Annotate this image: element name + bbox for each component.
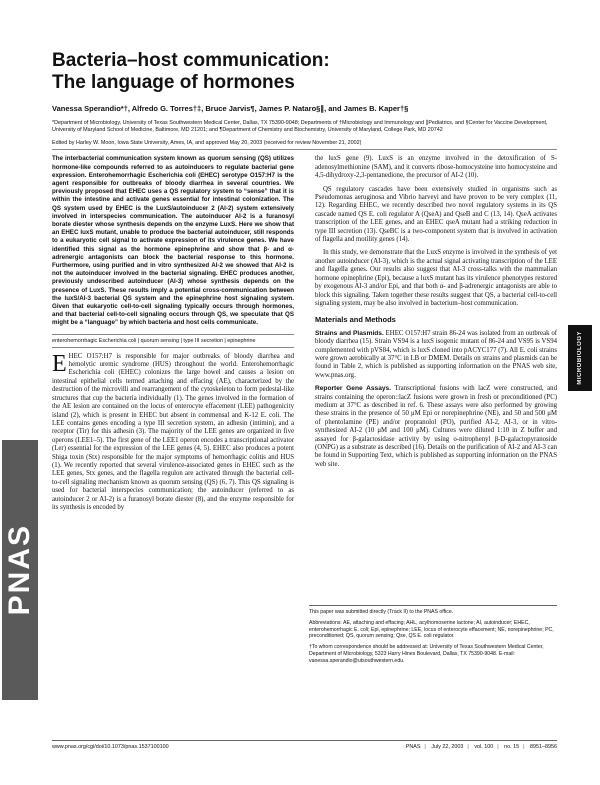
strains-text: EHEC O157:H7 strain 86-24 was isolated from an outbreak of bloody diarrhea (15). Strain VS94 is a luxS isogenic mutant of 86-24 and VS95 is VS94 complemented with pVS84, which is luxS cloned into pACYC177 (7). All E. coli strains were grown aerobically at 37°C in LB or DMEM. Details on strains and plasmids can be found in Table 2, which is published as supporting information on the PNAS web site, www.pnas.org.	[315, 329, 557, 379]
reporter-heading: Reporter Gene Assays.	[315, 385, 392, 393]
issue-date: July 22, 2003	[431, 744, 464, 750]
title-line-2: The language of hormones	[52, 72, 295, 93]
footnotes	[309, 605, 557, 669]
dropcap: E	[52, 350, 67, 377]
reporter-text: Transcriptional fusions with lacZ were constructed, and strains containing the operon::lacZ fusions were grown in fresh or preconditioned (PC) medium at 37°C as described in ref. 6. These assays were also performed by growing these strains in the presence of 50 μM Epi or norepinephrine (NE), and 50 and 500 μM of phentolamine (PE) and/or propranolol (PO), purified AI-2, AI-3, or in vitro-synthesized AI-2 (10 μM and 100 μM). Cultures were diluted 1:10 in Z buffer and assayed for β-galactosidase activity by using o-nitrophenyl β-D-galactopyranoside (ONPG) as a substrate as described (16). Details on the purification of AI-2 and AI-3 can be found in Supporting Text, which is published as supporting information on the PNAS web site.	[315, 385, 557, 468]
issue-number: no. 15	[504, 744, 520, 750]
strains-paragraph	[315, 330, 557, 380]
abstract: The interbacterial communication system known as quorum sensing (QS) utilizes hormone-like compounds referred to as autoinducers to regulate bacterial gene expression. Enterohemorrhagic Escherichia coli (EHEC) serotype O157:H7 is the agent responsible for outbreaks of bloody diarrhea in several countries. We previously proposed that EHEC uses a QS regulatory system to “sense” that it is within the intestine and activate genes essential for intestinal colonization. The QS system used by EHEC is the LuxS/autoinducer 2 (AI-2) system extensively involved in interspecies communication. The autoinducer AI-2 is a furanosyl borate diester whose synthesis depends on the enzyme LuxS. Here we show that an EHEC luxS mutant, unable to produce the bacterial autoinducer, still responds to a eukaryotic cell signal to activate expression of its virulence genes. We have identified this signal as the hormone epinephrine and show that β- and α-adrenergic antagonists can block the bacterial response to this hormone. Furthermore, using purified and in vitro synthesized AI-2 we showed that AI-2 is not the autoinducer involved in the bacterial signaling. EHEC produces another, previously undescribed autoinducer (AI-3) whose synthesis depends on the presence of LuxS. These results imply a potential cross-communication between the luxS/AI-3 bacterial QS system and the epinephrine host signaling system. Given that eukaryotic cell-to-cell signaling typically occurs through hormones, and that bacterial cell-to-cell signaling occurs through QS, we speculate that QS might be a “language” by which bacteria and host cells communicate.	[52, 155, 294, 327]
two-column-body	[52, 155, 557, 512]
pnas-logo	[2, 440, 38, 700]
journal-name: PNAS	[405, 744, 421, 750]
footnote: †To whom correspondence should be addressed at: University of Texas Southwestern Medical Center, Department of Microbiology, 5323 Harry Hines Boulevard, Dallas, TX 75390-9048. E-mail: vanessa.sperandio@utsouthwestern.edu.	[309, 644, 544, 664]
doi-link[interactable]: www.pnas.org/cgi/doi/10.1073/pnas.1537100100	[52, 744, 169, 750]
keywords: enterohemorrhagic Escherichia coli | quorum sensing | type III secretion | epinephrine	[52, 334, 294, 348]
title-line-1: Bacteria–host communication:	[52, 50, 330, 71]
methods-heading: Materials and Methods	[315, 315, 396, 325]
citation-info: PNAS | July 22, 2003 | vol. 100 | no. 15 | 8951–8956	[405, 744, 557, 750]
article-body	[52, 50, 557, 512]
right-column	[315, 155, 557, 512]
section-tab	[568, 325, 592, 391]
strains-heading: Strains and Plasmids.	[315, 329, 384, 337]
page-range: 8951–8956	[530, 744, 557, 750]
author-list: Vanessa Sperandio*†, Alfredo G. Torres†‡, Bruce Jarvis¶, James P. Nataro§∥, and James B. Kaper†§	[52, 104, 409, 113]
paragraph: In this study, we demonstrate that the LuxS enzyme is involved in the synthesis of yet another autoinducer (AI-3), which is the actual signal activating transcription of the LEE and flagella genes. Our results also suggest that AI-3 cross-talks with the mammalian hormone epinephrine (Epi), because a luxS mutant has its virulence phenotypes restored by exogenous AI-3 and/or Epi, and that both α- and β-adrenergic antagonists are able to block this signaling. Taken together these results suggest that QS, a bacterial cell-to-cell signaling system, may be also involved in bacterium–host communication.	[315, 249, 557, 307]
footnote: Abbreviations: AE, attaching and effacing; AHL, acylhomoserine lactone; AI, autoinducer; EHEC, enterohemorrhagic E. coli; Epi, epinephrine; LEE, locus of enterocyte effacement; NE, norepinephrine; PC, preconditioned; QS, quorum sensing; Qse, QS E. coli regulator.	[309, 619, 554, 640]
left-column	[52, 155, 294, 512]
paragraph: the luxS gene (9). LuxS is an enzyme involved in the detoxification of S-adenosylmethionine (SAM), and it converts ribose-homocysteine into homocysteine and 4,5-dihydroxy-2,3-pentanedione, the precursor of AI-2 (10).	[315, 155, 557, 180]
left-sidebar	[0, 0, 40, 785]
affiliations: *Department of Microbiology, University of Texas Southwestern Medical Center, Dallas, TX 75390-9048; Departments of †Microbiology and Immunology and ∥Pediatrics, and §Center for Vaccine Development, University of Maryland School of Medicine, Baltimore, MD 21201; and ¶Department of Chemistry and Biochemistry, University of Maryland, College Park, MD 20742	[52, 120, 548, 134]
intro-paragraph	[52, 350, 294, 513]
paragraph: QS regulatory cascades have been extensively studied in organisms such as Pseudomonas aeruginosa and Vibrio harveyi and have proven to be very complex (11, 12). Regarding EHEC, we recently described two novel regulatory systems in its QS cascade named QS E. coli regulator A (QseA) and QseB and C (13, 14). QseA activates transcription of the LEE genes, and an EHEC qseA mutant had a striking reduction in type III secretion (13). QseBC is a two-component system that is involved in activation of flagella and motility genes (14).	[315, 185, 557, 244]
reporter-paragraph	[315, 385, 557, 469]
footnote: This paper was submitted directly (Track II) to the PNAS office.	[309, 609, 454, 615]
article-title	[52, 50, 352, 94]
intro-text: HEC O157:H7 is responsible for major outbreaks of bloody diarrhea and hemolytic uremic syndrome (HUS) throughout the world. Enterohemorrhagic Escherichia coli (EHEC) colonizes the large bowel and causes a lesion on intestinal epithelial cells termed attaching and effacing (AE), characterized by the destruction of the microvilli and rearrangement of the cytoskeleton to form pedestal-like structures that cup the bacteria individually (1). The genes involved in the formation of the AE lesion are contained on the locus of enterocyte effacement (LEE) pathogenicity island (2), which is present in EHEC but absent in commensal and K-12 E. coli. The LEE contains genes encoding a type III secretion system, an adhesin (intimin), and a receptor (Tir) for this adhesin (3). The majority of the LEE genes are organized in five operons (LEE1–5). The first gene of the LEE1 operon encodes a transcriptional activator (Ler) essential for the expression of the LEE genes (4, 5). EHEC also produces a potent Shiga toxin (Stx) responsible for the major symptoms of hemorrhagic colitis and HUS (1). We recently reported that several virulence-associated genes in EHEC such as the LEE genes, Stx genes, and the flagella regulon are activated through the bacterial cell-to-cell signaling mechanism known as quorum sensing (QS) (6, 7). This QS signaling is used for bacterial interspecies communication; the autoinducer (referred to as autoinducer 2 or AI-2) is a furanosyl borate diester (8), and the enzyme responsible for its synthesis is encoded by	[52, 352, 294, 511]
section-tab-label: MICROBIOLOGY	[577, 331, 583, 385]
edited-by: Edited by Harley W. Moon, Iowa State University, Ames, IA, and approved May 20, 2003 (received for review November 21, 2002)	[52, 140, 557, 150]
page-footer	[52, 740, 557, 750]
volume: vol. 100	[474, 744, 494, 750]
pnas-logo-text: PNAS	[3, 524, 36, 616]
